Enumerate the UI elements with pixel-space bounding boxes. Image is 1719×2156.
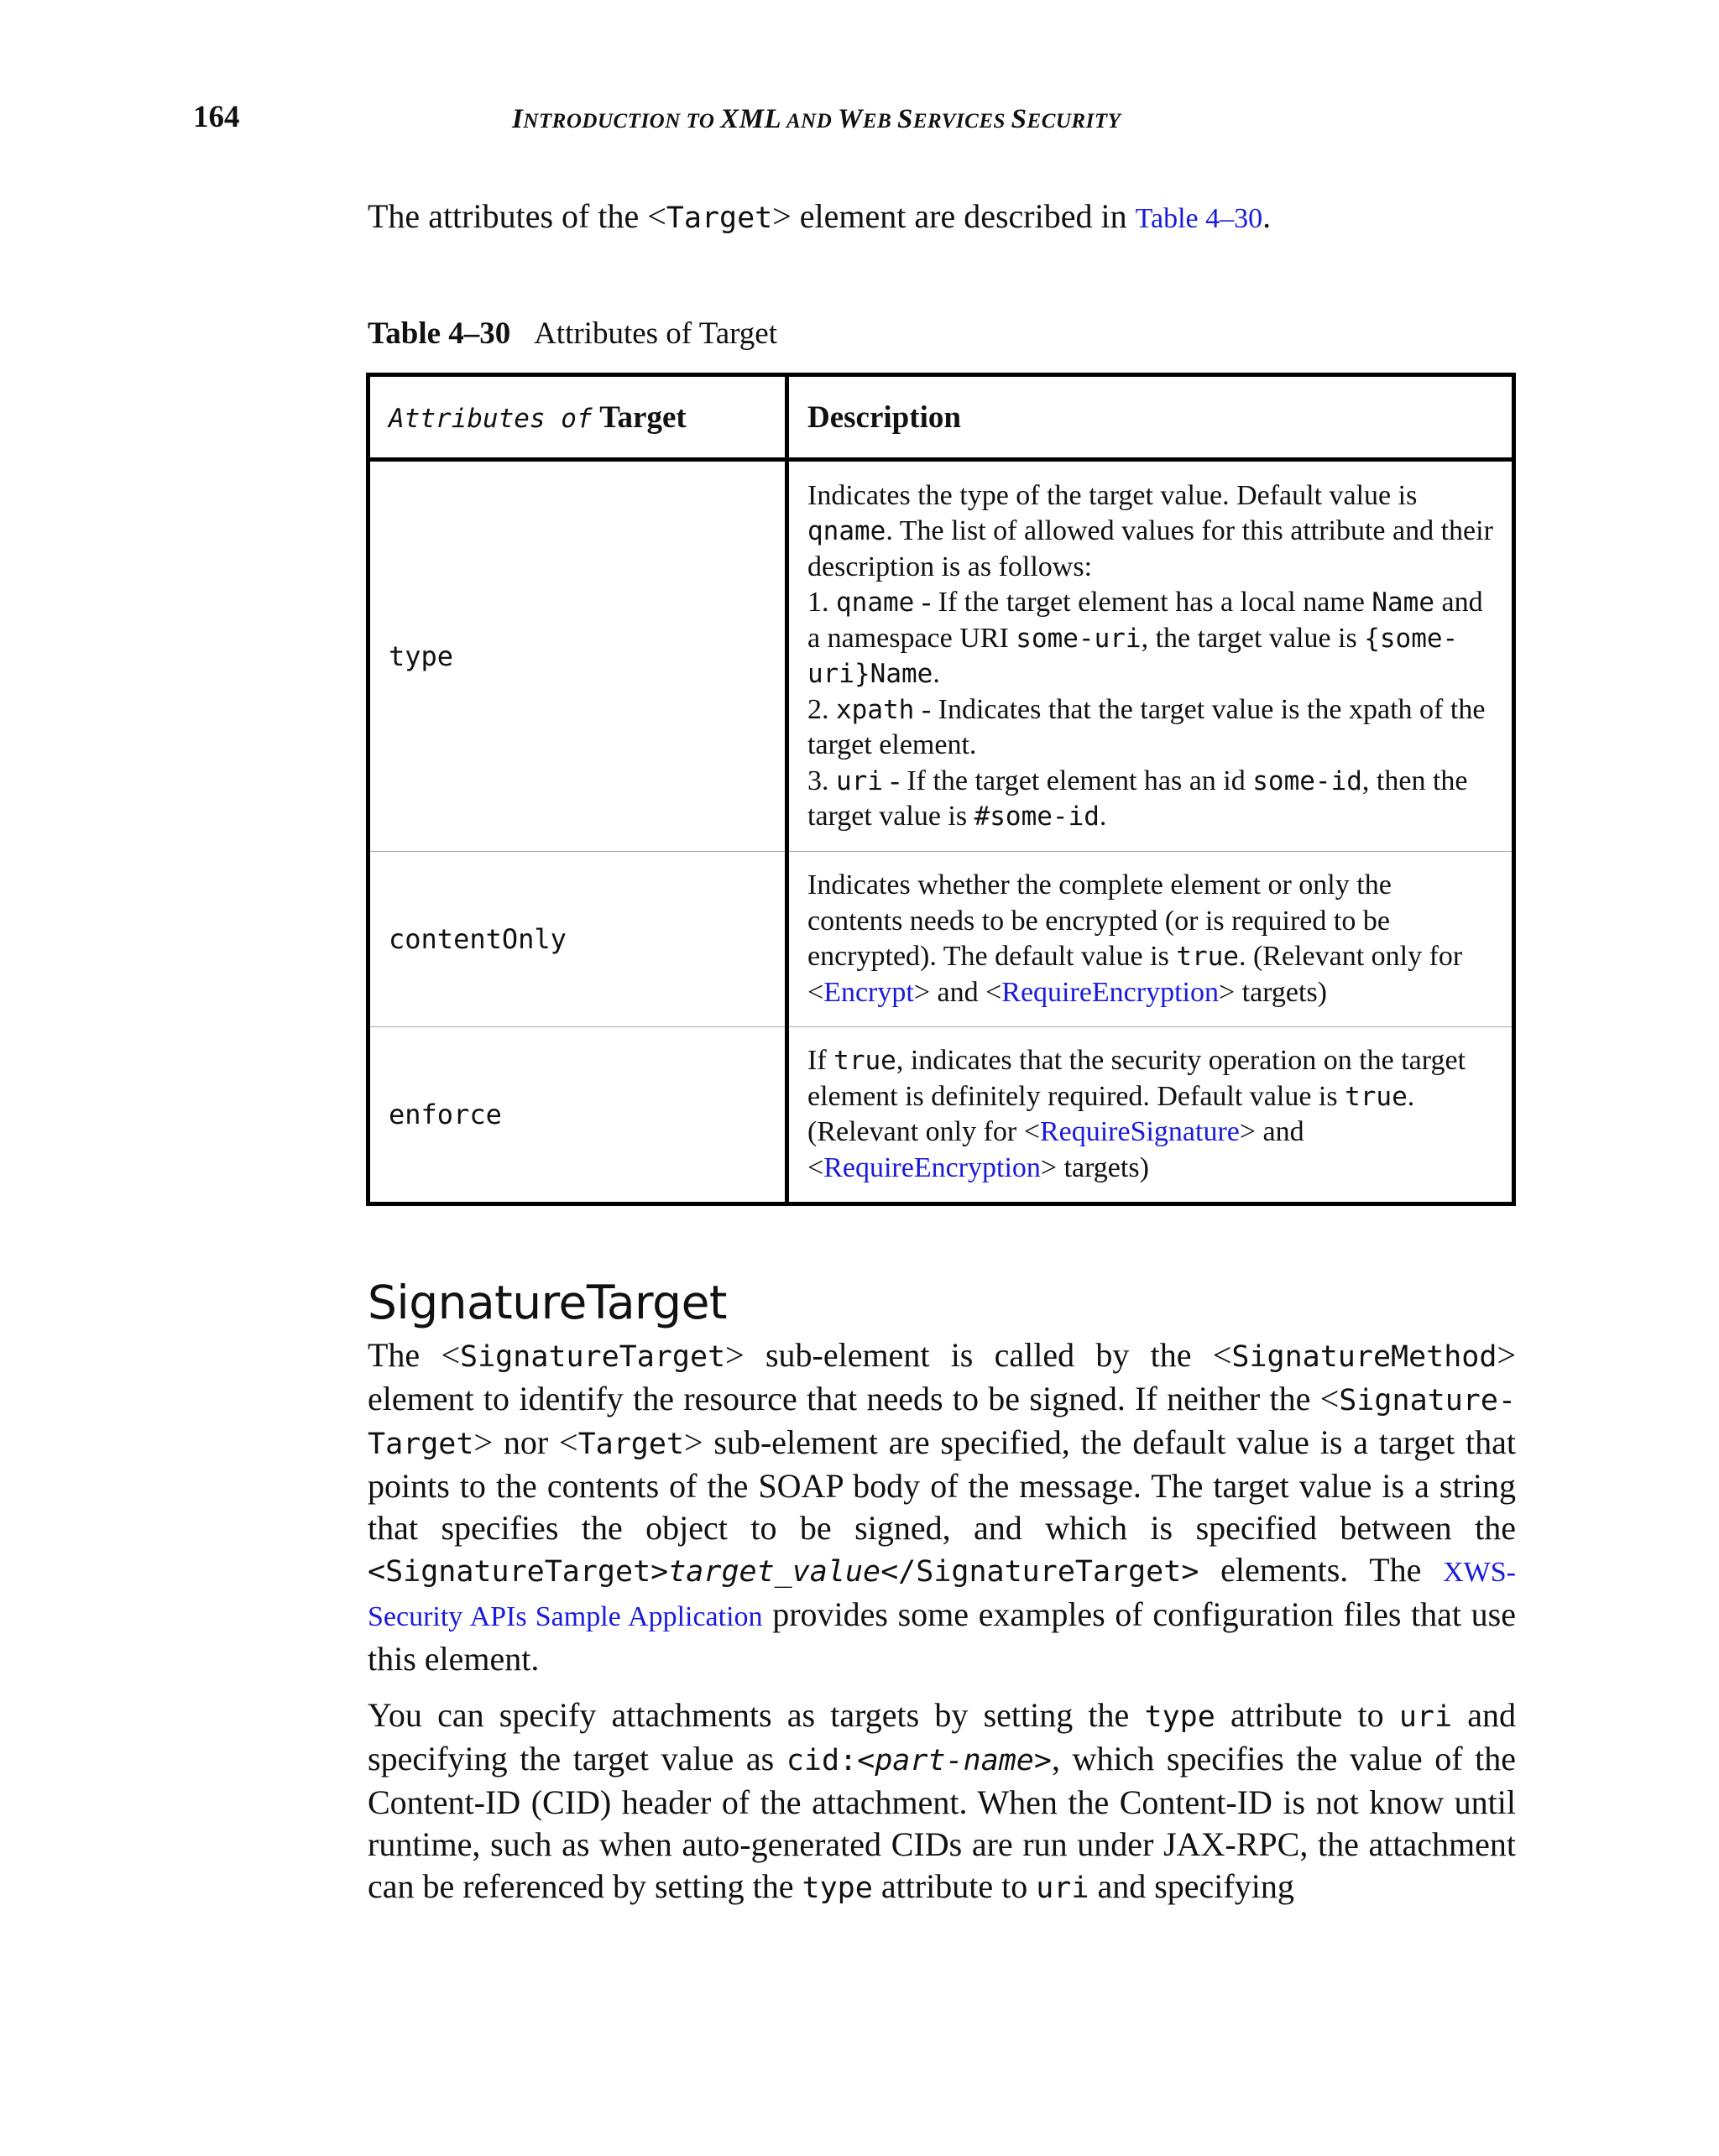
running-header bbox=[0, 99, 1719, 141]
table-header-row bbox=[368, 375, 1514, 460]
encrypt-link[interactable]: Encrypt bbox=[823, 976, 914, 1008]
attribute-description: If true, indicates that the security operation on the target element is definitely required. Default value is true. (Relevant only for <RequireSignature> and <RequireEncryption> targets) bbox=[787, 1027, 1514, 1204]
table-row bbox=[368, 460, 1514, 852]
require-encryption-link[interactable]: RequireEncryption bbox=[823, 1151, 1041, 1183]
section-heading: SignatureTarget bbox=[368, 1276, 727, 1329]
table-row bbox=[368, 852, 1514, 1027]
attribute-description: Indicates whether the complete element or only the contents needs to be encrypted (or is required to be encrypted). The default value is true. (Relevant only for <Encrypt> and <RequireEncryption> targets) bbox=[787, 852, 1514, 1027]
body-paragraph: You can specify attachments as targets by setting the type attribute to uri and specifying the target value as cid:<part-name>, which specifies the value of the Content-ID (CID) header of the attachment. When the Content-ID is not know until runtime, such as when auto-generated CIDs are run under JAX-RPC, the attachment can be referenced by setting the type attribute to uri and specifying bbox=[368, 1696, 1516, 1905]
intro-sentence: The attributes of the <Target> element are described in Table 4–30. bbox=[368, 197, 1272, 235]
attribute-name: type bbox=[368, 460, 787, 852]
running-title: INTRODUCTION TO XML AND WEB SERVICES SECURITY bbox=[512, 104, 1121, 134]
header-attribute-column: Attributes of Target bbox=[368, 375, 787, 460]
body-paragraph: The <SignatureTarget> sub-element is called by the <SignatureMethod> element to identify the resource that needs to be signed. If neither the <Signature-Target> nor <Target> sub-element are specified, the default value is a target that points to the contents of the SOAP body of the message. The target value is a string that specifies the object to be signed, and which is specified between the <SignatureTarget>target_value</SignatureTarget> elements. The XWS-Security APIs Sample Application provides some examples of configuration files that use this element. bbox=[368, 1336, 1517, 1678]
attributes-table bbox=[366, 373, 1516, 1206]
table-row bbox=[368, 1027, 1514, 1204]
attribute-description: Indicates the type of the target value. Default value is qname. The list of allowed values for this attribute and their description is as follows: 1. qname - If the target element has a local name Name and a namespace URI some-uri, the target value is {some-uri}Name. 2. xpath - Indicates that the target value is the xpath of the target element. 3. uri - If the target element has an id some-id, then the target value is #some-id. bbox=[787, 460, 1514, 852]
require-encryption-link[interactable]: RequireEncryption bbox=[1001, 976, 1219, 1008]
attribute-name: enforce bbox=[368, 1027, 787, 1204]
sample-application-link[interactable]: XWS-Security APIs Sample Application bbox=[368, 1557, 1516, 1632]
table-caption: Table 4–30 Attributes of Target bbox=[368, 316, 777, 351]
page-number: 164 bbox=[193, 100, 240, 134]
table-4-30-link[interactable]: Table 4–30 bbox=[1135, 203, 1263, 234]
require-signature-link[interactable]: RequireSignature bbox=[1039, 1116, 1240, 1147]
header-description-column: Description bbox=[787, 375, 1514, 460]
attribute-name: contentOnly bbox=[368, 852, 787, 1027]
